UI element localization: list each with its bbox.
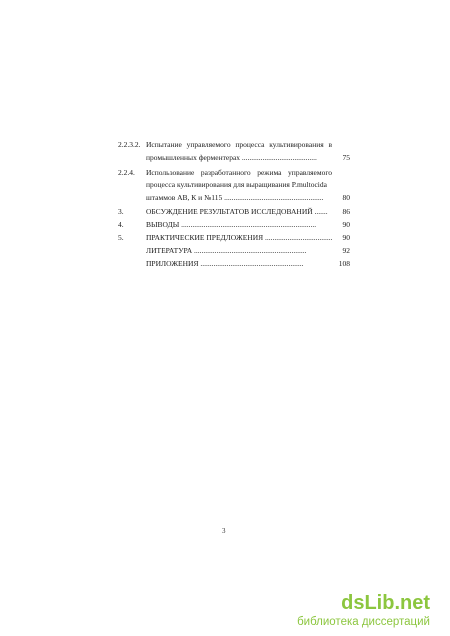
toc-entry-number: 3. bbox=[118, 207, 124, 216]
toc-entry-text: штаммов АВ, К и №115 ..................................................... bbox=[146, 193, 324, 202]
toc-entry-text: промышленных ферментерах ........................................ bbox=[146, 153, 317, 162]
page-number: 3 bbox=[222, 527, 226, 535]
toc-entry-page: 90 bbox=[342, 233, 350, 242]
toc-entry-number: 5. bbox=[118, 233, 124, 242]
toc-entry-page: 86 bbox=[342, 207, 350, 216]
toc-entry-text: Использование разработанного режима управляемого bbox=[146, 168, 332, 177]
toc-entry-text: ПРИЛОЖЕНИЯ ....................................................... bbox=[146, 259, 304, 268]
toc-entry-text: ЛИТЕРАТУРА ............................................................ bbox=[146, 246, 307, 255]
toc-entry-number: 4. bbox=[118, 220, 124, 229]
toc-entry-page: 75 bbox=[342, 153, 350, 162]
watermark-logo: dsLib.net bbox=[341, 592, 430, 614]
watermark-subtitle: библиотека диссертаций bbox=[297, 616, 430, 628]
toc-entry-text: процесса культивирования для выращивания P.multocida bbox=[146, 180, 327, 189]
toc-entry-text: ОБСУЖДЕНИЕ РЕЗУЛЬТАТОВ ИССЛЕДОВАНИЙ ....... bbox=[146, 207, 328, 216]
watermark bbox=[268, 592, 438, 636]
toc-entry-text: Испытание управляемого процесса культивирования в bbox=[146, 140, 332, 149]
toc-entry-text: ПРАКТИЧЕСКИЕ ПРЕДЛОЖЕНИЯ .................................... bbox=[146, 233, 333, 242]
toc-entry-page: 92 bbox=[342, 246, 350, 255]
toc-entry-text: ВЫВОДЫ ........................................................................ bbox=[146, 220, 317, 229]
toc-entry-page: 90 bbox=[342, 220, 350, 229]
toc-entry-number: 2.2.4. bbox=[118, 168, 135, 177]
toc-entry-number: 2.2.3.2. bbox=[118, 140, 141, 149]
toc-entry-page: 80 bbox=[342, 193, 350, 202]
toc-entry-page: 108 bbox=[338, 259, 350, 268]
table-of-contents bbox=[0, 0, 450, 300]
